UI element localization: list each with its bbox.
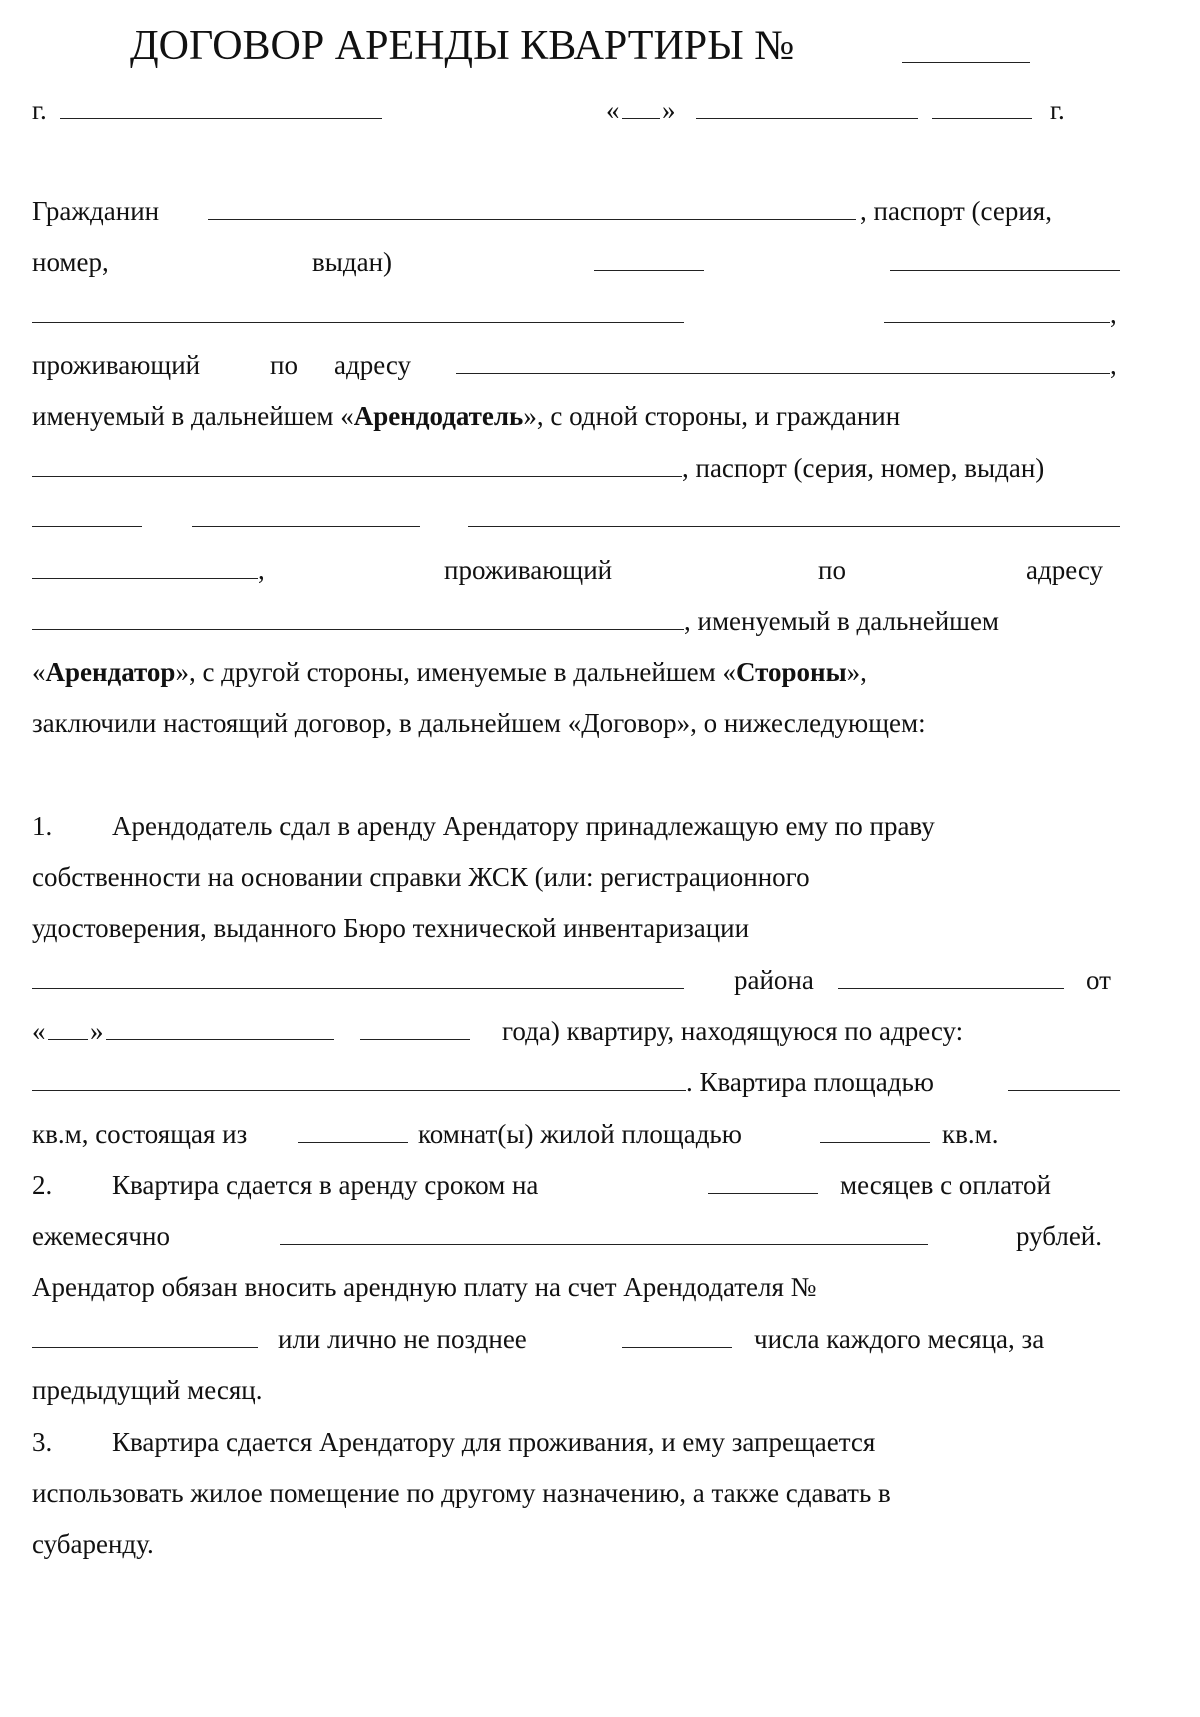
preamble-line-10 bbox=[32, 654, 1120, 690]
day-blank bbox=[622, 118, 660, 119]
lessee-passport-date-blank bbox=[32, 578, 258, 579]
clause-text: Арендатор обязан вносить арендную плату на счет Арендодателя № bbox=[32, 1272, 817, 1302]
lessee-passport-issued-blank bbox=[468, 526, 1120, 527]
passport-series-blank bbox=[594, 270, 704, 271]
flat-area-blank bbox=[1008, 1090, 1120, 1091]
month-blank bbox=[696, 118, 918, 119]
contract-number-blank bbox=[902, 62, 1030, 63]
clause-text: месяцев с оплатой bbox=[840, 1170, 1051, 1200]
parties-term: Стороны bbox=[735, 657, 847, 687]
lessor-named: именуемый в дальнейшем «Арендодатель», с одной стороны, и гражданин bbox=[32, 401, 901, 431]
lessee-name-blank bbox=[32, 476, 682, 477]
comma: , bbox=[1110, 350, 1117, 380]
city-blank bbox=[60, 118, 382, 119]
date-open-quote: « bbox=[606, 95, 620, 125]
living-area-blank bbox=[820, 1142, 930, 1143]
certificate-number-blank bbox=[838, 988, 1064, 989]
flat-address-blank bbox=[32, 1090, 686, 1091]
preamble-line-11 bbox=[32, 705, 1120, 741]
clause-text: использовать жилое помещение по другому назначению, а также сдавать в bbox=[32, 1478, 891, 1508]
year-suffix: г. bbox=[1050, 95, 1065, 125]
city-prefix: г. bbox=[32, 95, 47, 125]
lessor-name-blank bbox=[208, 219, 856, 220]
clause-3-line-2 bbox=[32, 1475, 1120, 1511]
passport-number-blank bbox=[890, 270, 1120, 271]
term-months-blank bbox=[708, 1193, 818, 1194]
sqm-label: кв.м. bbox=[942, 1119, 999, 1149]
lessee-term: Арендатор bbox=[45, 657, 176, 687]
quote-open: « bbox=[32, 1016, 46, 1046]
certificate-year-blank bbox=[360, 1039, 470, 1040]
quote-close: » bbox=[90, 1016, 104, 1046]
lessee-passport-series-blank bbox=[32, 526, 142, 527]
document-title bbox=[130, 18, 1130, 74]
sqm-rooms-label: кв.м, состоящая из bbox=[32, 1119, 248, 1149]
citizen-label: Гражданин bbox=[32, 196, 160, 226]
named-hereinafter-label: , именуемый в дальнейшем bbox=[684, 606, 1000, 636]
clause-number: 2. bbox=[32, 1170, 53, 1200]
by-label: по bbox=[270, 350, 298, 380]
rubles-label: рублей. bbox=[1016, 1221, 1103, 1251]
or-personally-label: или лично не позднее bbox=[278, 1324, 527, 1354]
comma: , bbox=[258, 555, 265, 585]
clause-text: удостоверения, выданного Бюро технической инвентаризации bbox=[32, 913, 750, 943]
clause-text: предыдущий месяц. bbox=[32, 1375, 263, 1405]
year-blank bbox=[932, 118, 1032, 119]
payment-day-blank bbox=[622, 1347, 732, 1348]
lessor-address-blank bbox=[456, 373, 1110, 374]
residing-label: проживающий bbox=[444, 555, 613, 585]
date-close-quote: » bbox=[662, 95, 676, 125]
day-of-month-label: числа каждого месяца, за bbox=[754, 1324, 1045, 1354]
clause-text: Арендодатель сдал в аренду Арендатору принадлежащую ему по праву bbox=[112, 811, 935, 841]
passport-full-label: , паспорт (серия, номер, выдан) bbox=[682, 453, 1045, 483]
clause-number: 1. bbox=[32, 811, 53, 841]
lessee-passport-number-blank bbox=[192, 526, 420, 527]
certificate-day-blank bbox=[48, 1039, 88, 1040]
comma: , bbox=[1110, 299, 1117, 329]
passport-issued-blank bbox=[32, 322, 684, 323]
certificate-month-blank bbox=[106, 1039, 334, 1040]
bti-name-blank bbox=[32, 988, 684, 989]
lessee-address-blank bbox=[32, 629, 684, 630]
clause-text: Квартира сдается в аренду сроком на bbox=[112, 1170, 539, 1200]
clause-2-line-3 bbox=[32, 1269, 1120, 1305]
district-label: района bbox=[734, 965, 814, 995]
lessee-named: «Арендатор», с другой стороны, именуемые в дальнейшем «Стороны», bbox=[32, 657, 867, 687]
rooms-living-label: комнат(ы) жилой площадью bbox=[418, 1119, 742, 1149]
passport-date-blank bbox=[884, 322, 1110, 323]
clause-1-line-2 bbox=[32, 859, 1120, 895]
address-label: адресу bbox=[334, 350, 412, 380]
title-text: ДОГОВОР АРЕНДЫ КВАРТИРЫ № bbox=[130, 23, 795, 69]
clause-2-line-5 bbox=[32, 1372, 1120, 1408]
clause-text: Квартира сдается Арендатору для проживания, и ему запрещается bbox=[112, 1427, 876, 1457]
account-number-blank bbox=[32, 1347, 258, 1348]
residing-label: проживающий bbox=[32, 350, 201, 380]
year-flat-label: года) квартиру, находящуюся по адресу: bbox=[502, 1016, 964, 1046]
clause-text: собственности на основании справки ЖСК (или: регистрационного bbox=[32, 862, 810, 892]
number-label: номер, bbox=[32, 247, 109, 277]
clause-text: субаренду. bbox=[32, 1529, 154, 1559]
from-label: от bbox=[1086, 965, 1111, 995]
monthly-label: ежемесячно bbox=[32, 1221, 170, 1251]
rent-amount-blank bbox=[280, 1244, 928, 1245]
area-label: . Квартира площадью bbox=[686, 1067, 934, 1097]
clause-1-line-3 bbox=[32, 910, 1120, 946]
rooms-count-blank bbox=[298, 1142, 408, 1143]
clause-3-line-3 bbox=[32, 1526, 1120, 1562]
address-label: адресу bbox=[1026, 555, 1104, 585]
by-label: по bbox=[818, 555, 846, 585]
issued-label: выдан) bbox=[312, 247, 393, 277]
clause-number: 3. bbox=[32, 1427, 53, 1457]
concluded-text: заключили настоящий договор, в дальнейшем «Договор», о нижеследующем: bbox=[32, 708, 926, 738]
lessor-term: Арендодатель bbox=[353, 401, 524, 431]
passport-series-label: , паспорт (серия, bbox=[860, 196, 1052, 226]
preamble-line-5 bbox=[32, 398, 1120, 434]
